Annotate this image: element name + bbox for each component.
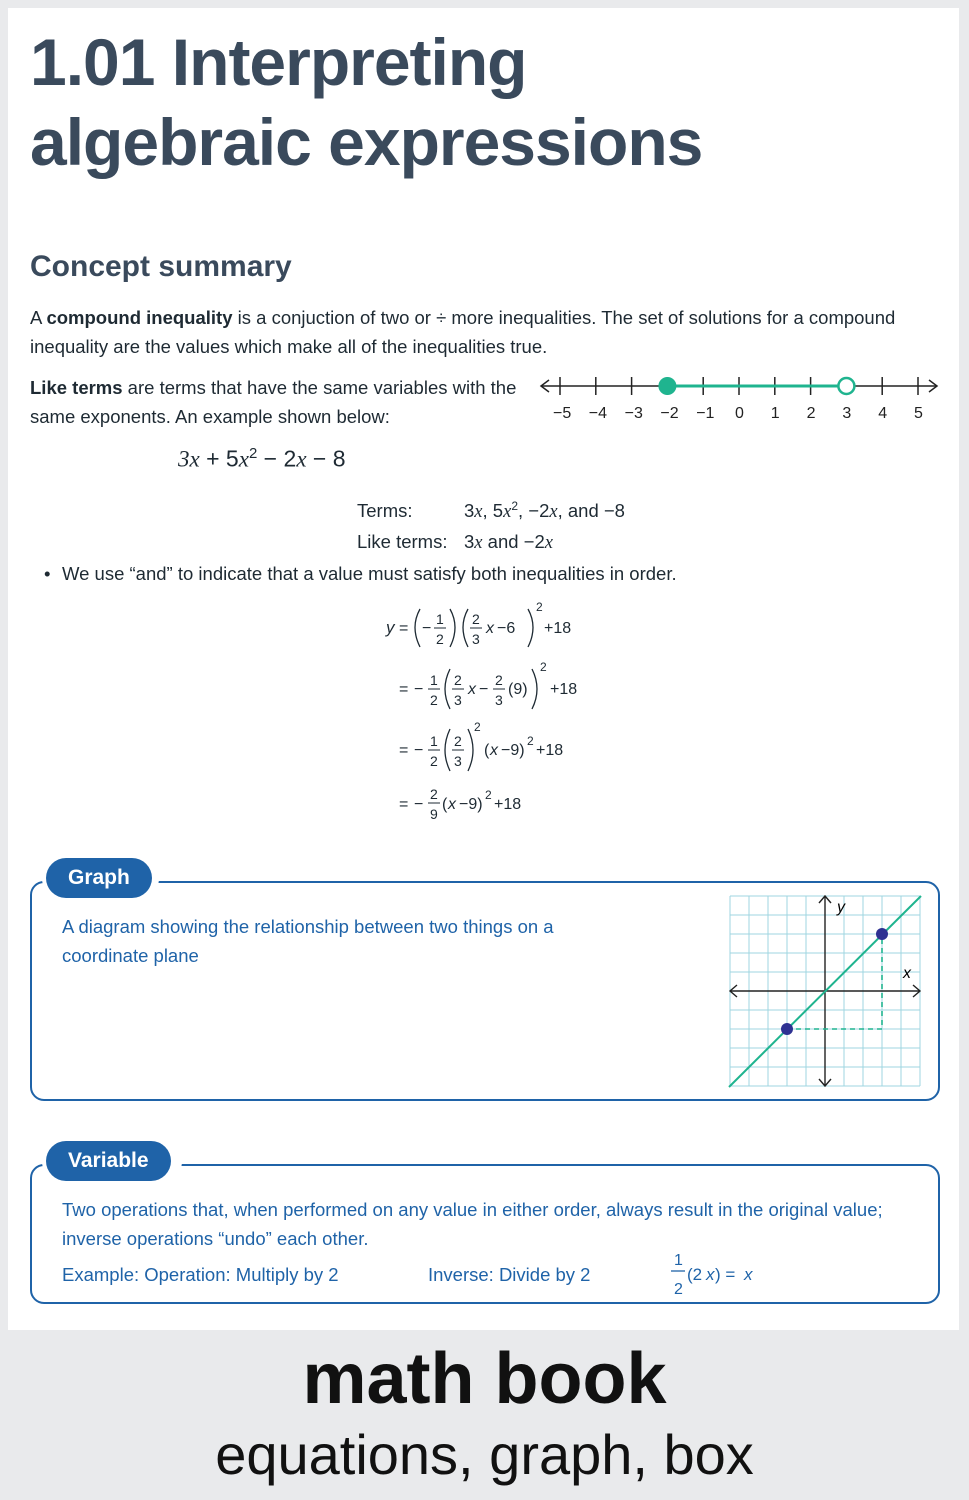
graph-point-1 bbox=[781, 1023, 793, 1035]
svg-text:−: − bbox=[479, 681, 489, 698]
svg-text:2: 2 bbox=[674, 1281, 683, 1298]
compound-inequality-paragraph bbox=[30, 303, 910, 361]
equation-derivation bbox=[380, 595, 640, 830]
svg-text:−: − bbox=[414, 681, 424, 698]
terms-value: 3x, $5x^2$, −2x, and −8 bbox=[464, 499, 625, 523]
example-expression: $3x + 5x^2 - 2x - 8$ bbox=[178, 445, 346, 472]
terms-block bbox=[357, 492, 625, 558]
number-line-tick-label: 2 bbox=[806, 405, 816, 422]
svg-text:2: 2 bbox=[527, 734, 534, 748]
svg-text:1: 1 bbox=[436, 611, 444, 627]
variable-inverse: Inverse: Divide by 2 bbox=[428, 1264, 591, 1285]
svg-text:−9): −9) bbox=[459, 796, 483, 813]
number-line-tick-label: −1 bbox=[696, 405, 715, 422]
page-frame-top bbox=[0, 0, 969, 8]
svg-text:1: 1 bbox=[430, 672, 438, 688]
footer-subtitle: equations, graph, box bbox=[215, 1423, 754, 1486]
number-line bbox=[530, 368, 950, 428]
compound-term: compound inequality bbox=[46, 307, 233, 328]
svg-text:3: 3 bbox=[472, 631, 480, 647]
svg-text:2: 2 bbox=[430, 753, 438, 769]
svg-text:2: 2 bbox=[436, 631, 444, 647]
svg-text:+18: +18 bbox=[544, 620, 572, 637]
like-terms-paragraph bbox=[30, 373, 520, 431]
x-axis-label: x bbox=[903, 965, 911, 982]
svg-text:2: 2 bbox=[472, 611, 480, 627]
coordinate-graph bbox=[725, 893, 927, 1093]
svg-text:2: 2 bbox=[485, 788, 492, 802]
like-terms-definition: are terms that have the same variables with the same exponents. An example shown below: bbox=[30, 377, 517, 427]
graph-tag: Graph bbox=[46, 858, 152, 898]
page-title-line2: algebraic expressions bbox=[30, 105, 703, 179]
svg-text:−: − bbox=[422, 620, 432, 637]
variable-tag: Variable bbox=[46, 1141, 171, 1181]
page-title bbox=[30, 22, 702, 182]
svg-text:3: 3 bbox=[495, 692, 503, 708]
bullet-item bbox=[44, 563, 677, 585]
equation-line-3 bbox=[399, 720, 563, 771]
svg-text:(: ( bbox=[484, 742, 490, 759]
footer-title: math book bbox=[302, 1339, 667, 1419]
svg-text:=: = bbox=[399, 681, 409, 698]
variable-definition-text: Two operations that, when performed on any value in either order, always result in the original value; inverse operations “undo” each other. bbox=[62, 1199, 883, 1249]
svg-text:2: 2 bbox=[495, 672, 503, 688]
variable-example: Example: Operation: Multiply by 2 bbox=[62, 1264, 339, 1285]
like-terms-label: Like terms: bbox=[357, 531, 448, 553]
equation-line-1 bbox=[385, 600, 571, 647]
compound-definition: is a conjuction of two or ÷ more inequalities. The set of solutions for a compound inequality are the values which make all of the inequalities true. bbox=[30, 307, 896, 357]
terms-row bbox=[357, 492, 625, 527]
svg-text:x: x bbox=[468, 681, 476, 698]
footer-text-layer bbox=[0, 1330, 969, 1500]
number-line-tick-label: 4 bbox=[878, 405, 888, 422]
svg-text:x: x bbox=[744, 1265, 753, 1284]
graph-definition-text: A diagram showing the relationship between two things on a coordinate plane bbox=[62, 916, 554, 966]
svg-text:+18: +18 bbox=[494, 796, 522, 813]
bullet-dot: • bbox=[44, 563, 51, 584]
svg-text:3: 3 bbox=[454, 753, 462, 769]
svg-text:x: x bbox=[490, 742, 498, 759]
svg-text:=: = bbox=[399, 742, 409, 759]
svg-text:=: = bbox=[399, 620, 409, 637]
svg-text:+18: +18 bbox=[536, 742, 564, 759]
svg-text:y: y bbox=[386, 618, 395, 637]
number-line-tick-label: −3 bbox=[624, 405, 643, 422]
svg-text:−6: −6 bbox=[497, 620, 516, 637]
page-frame-left bbox=[0, 0, 8, 1330]
svg-text:x: x bbox=[706, 1265, 715, 1284]
equation-line-4 bbox=[399, 786, 521, 822]
svg-text:2: 2 bbox=[430, 786, 438, 802]
svg-text:x: x bbox=[486, 620, 494, 637]
svg-text:(: ( bbox=[442, 796, 448, 813]
number-line-tick-label: −5 bbox=[553, 405, 572, 422]
number-line-tick-label: 3 bbox=[842, 405, 852, 422]
equation-line-2 bbox=[399, 660, 577, 709]
like-terms-row bbox=[357, 527, 625, 558]
svg-text:) =: ) = bbox=[715, 1265, 736, 1284]
svg-text:−: − bbox=[414, 796, 424, 813]
number-line-tick-label: 1 bbox=[770, 405, 780, 422]
page-frame-right bbox=[959, 0, 969, 1330]
compound-pre: A bbox=[30, 307, 47, 328]
svg-text:x: x bbox=[448, 796, 456, 813]
like-terms-value: 3x and −2x bbox=[464, 531, 553, 554]
graph-point-2 bbox=[876, 928, 888, 940]
like-terms-term: Like terms bbox=[30, 377, 123, 398]
svg-text:2: 2 bbox=[536, 600, 543, 614]
svg-text:(9): (9) bbox=[508, 681, 528, 698]
svg-text:9: 9 bbox=[430, 806, 438, 822]
number-line-tick-label: −4 bbox=[588, 405, 608, 422]
svg-text:=: = bbox=[399, 796, 409, 813]
svg-text:2: 2 bbox=[454, 733, 462, 749]
svg-text:2: 2 bbox=[430, 692, 438, 708]
closed-point bbox=[658, 377, 676, 395]
svg-text:2: 2 bbox=[454, 672, 462, 688]
inverse-formula bbox=[668, 1248, 778, 1300]
terms-label: Terms: bbox=[357, 500, 413, 522]
svg-text:−: − bbox=[414, 742, 424, 759]
svg-text:+18: +18 bbox=[550, 681, 578, 698]
bullet-text: We use “and” to indicate that a value must satisfy both inequalities in order. bbox=[62, 563, 677, 584]
number-line-tick-label: 5 bbox=[914, 405, 923, 422]
svg-text:−9): −9) bbox=[501, 742, 525, 759]
number-line-tick-label: −2 bbox=[660, 405, 679, 422]
svg-text:3: 3 bbox=[454, 692, 462, 708]
page-title-line1: 1.01 Interpreting bbox=[30, 25, 527, 99]
y-axis-label: y bbox=[837, 899, 845, 916]
svg-text:1: 1 bbox=[430, 733, 438, 749]
svg-text:1: 1 bbox=[674, 1252, 683, 1269]
svg-text:2: 2 bbox=[474, 720, 481, 734]
number-line-tick-label: 0 bbox=[735, 405, 744, 422]
svg-text:2: 2 bbox=[540, 660, 547, 674]
open-point bbox=[838, 378, 854, 394]
svg-text:(2: (2 bbox=[687, 1265, 703, 1284]
concept-summary-heading: Concept summary bbox=[30, 250, 292, 283]
